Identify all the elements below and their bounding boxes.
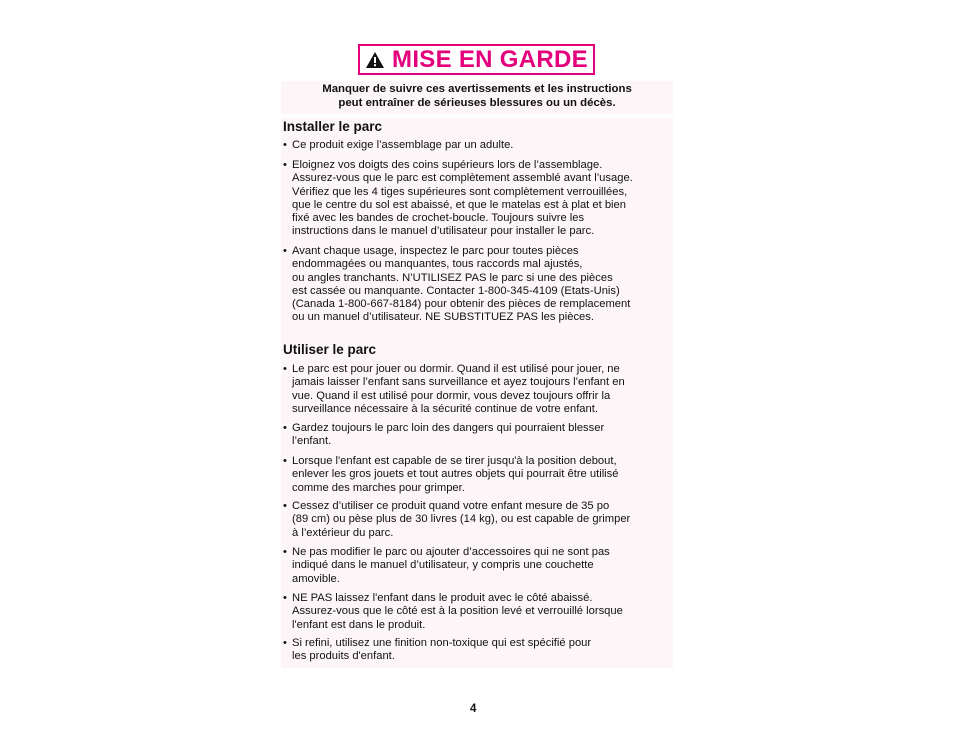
list-item: • Avant chaque usage, inspectez le parc pour toutes pièces endommagées ou manquantes, tous raccords mal ajustés, ou angles tranchants. N’UTILISEZ PAS le parc si une des pièces est cassée ou manquante. Contacter 1-800-345-4109 (Etats-Unis) (Canada 1-800-667-8184) pour obtenir des pièces de remplacement ou un manuel d’utilisateur. NE SUBSTITUEZ PAS les pièces. <box>283 245 673 325</box>
list-item: • Cessez d’utiliser ce produit quand votre enfant mesure de 35 po (89 cm) ou pèse plus de 30 livres (14 kg), ou est capable de grimper à l’extérieur du parc. <box>283 500 673 540</box>
item-line: Assurez-vous que le côté est à la position levé et verrouillé lorsque <box>292 605 623 618</box>
item-line: vue. Quand il est utilisé pour dormir, vous devez toujours offrir la <box>292 389 611 402</box>
item-line: NE PAS laissez l'enfant dans le produit avec le côté abaissé. <box>292 592 593 604</box>
item-line: ou angles tranchants. N’UTILISEZ PAS le parc si une des pièces <box>292 271 613 284</box>
item-line: instructions dans le manuel d’utilisateur pour installer le parc. <box>292 225 595 238</box>
list-item: • Lorsque l'enfant est capable de se tirer jusqu'à la position debout, enlever les gros jouets et tout autres objets qui pourrait être utilisé comme des marches pour grimper. <box>283 455 673 495</box>
item-line: Si refini, utilisez une finition non-toxique qui est spécifié pour <box>292 637 592 649</box>
list-item: • Gardez toujours le parc loin des dangers qui pourraient blesser l’enfant. <box>283 422 673 449</box>
item-line: Le parc est pour jouer ou dormir. Quand il est utilisé pour jouer, ne <box>292 363 620 375</box>
item-line: endommagées ou manquantes, tous raccords mal ajustés, <box>292 258 583 271</box>
item-line: Gardez toujours le parc loin des dangers qui pourraient blesser <box>292 422 605 434</box>
item-line: surveillance nécessaire à la sécurité continue de votre enfant. <box>292 402 598 415</box>
intro-warning <box>281 81 673 114</box>
intro-line: Manquer de suivre ces avertissements et les instructions <box>322 83 632 95</box>
item-line: Assurez-vous que le parc est complètement assemblé avant l’usage. <box>292 172 633 185</box>
list-item: • Ce produit exige l’assemblage par un adulte. <box>283 139 673 152</box>
item-line: Cessez d’utiliser ce produit quand votre enfant mesure de 35 po <box>292 500 610 512</box>
item-line: les produits d'enfant. <box>292 650 395 663</box>
section-title-installer: Installer le parc <box>283 119 383 134</box>
page-number: 4 <box>470 703 477 715</box>
list-item: • Si refini, utilisez une finition non-toxique qui est spécifié pour les produits d'enfant. <box>283 637 673 664</box>
item-line: ou un manuel d’utilisateur. NE SUBSTITUEZ PAS les pièces. <box>292 311 594 324</box>
section-title-utiliser: Utiliser le parc <box>283 342 377 357</box>
item-line: que le centre du sol est abaissé, et que le matelas est à plat et bien <box>292 198 626 211</box>
item-line: Lorsque l'enfant est capable de se tirer jusqu'à la position debout, <box>292 455 617 467</box>
item-line: Eloignez vos doigts des coins supérieurs lors de l’assemblage. <box>292 159 603 171</box>
intro-line: peut entraîner de sérieuses blessures ou un décès. <box>338 97 616 109</box>
item-line: enlever les gros jouets et tout autres objets qui pourrait être utilisé <box>292 468 619 481</box>
item-line: Ne pas modifier le parc ou ajouter d’accessoires qui ne sont pas <box>292 546 610 558</box>
item-line: jamais laisser l’enfant sans surveillance et ayez toujours l’enfant en <box>292 376 625 389</box>
warning-triangle-icon <box>365 51 385 69</box>
item-line: Avant chaque usage, inspectez le parc pour toutes pièces <box>292 245 579 257</box>
item-line: l’enfant. <box>292 435 332 448</box>
item-line: (89 cm) ou pèse plus de 30 livres (14 kg), ou est capable de grimper <box>292 513 631 526</box>
item-line: comme des marches pour grimper. <box>292 481 465 494</box>
list-item: • Le parc est pour jouer ou dormir. Quand il est utilisé pour jouer, ne jamais laisser l’enfant sans surveillance et ayez toujours l’enfant en vue. Quand il est utilisé pour dormir, vous devez toujours offrir la surveillance nécessaire à la sécurité continue de votre enfant. <box>283 363 673 416</box>
item-line: est cassée ou manquante. Contacter 1-800-345-4109 (Etats-Unis) <box>292 284 620 297</box>
item-line: indiqué dans le manuel d’utilisateur, y compris une couchette <box>292 559 594 572</box>
item-line: Ce produit exige l’assemblage par un adulte. <box>292 139 514 151</box>
warning-header <box>358 44 595 75</box>
item-line: fixé avec les bandes de crochet-boucle. Toujours suivre les <box>292 212 585 225</box>
item-line: Vérifiez que les 4 tiges supérieures sont complètement verrouillées, <box>292 185 628 198</box>
item-line: amovible. <box>292 572 340 585</box>
list-item: • Ne pas modifier le parc ou ajouter d’accessoires qui ne sont pas indiqué dans le manuel d’utilisateur, y compris une couchette amovible. <box>283 546 673 586</box>
warning-title: MISE EN GARDE <box>392 45 588 73</box>
item-line: (Canada 1-800-667-8184) pour obtenir des pièces de remplacement <box>292 298 631 311</box>
item-line: à l’extérieur du parc. <box>292 526 394 539</box>
list-item: • NE PAS laissez l'enfant dans le produit avec le côté abaissé. Assurez-vous que le côté est à la position levé et verrouillé lorsque l'enfant est dans le produit. <box>283 592 673 632</box>
item-line: l'enfant est dans le produit. <box>292 618 426 631</box>
list-item: • Eloignez vos doigts des coins supérieurs lors de l’assemblage. Assurez-vous que le parc est complètement assemblé avant l’usage. Vérifiez que les 4 tiges supérieures sont complètement verrouillées, que le centre du sol est abaissé, et que le matelas est à plat et bien fixé avec les bandes de crochet-boucle. Toujours suivre les instructions dans le manuel d’utilisateur pour installer le parc. <box>283 159 673 239</box>
